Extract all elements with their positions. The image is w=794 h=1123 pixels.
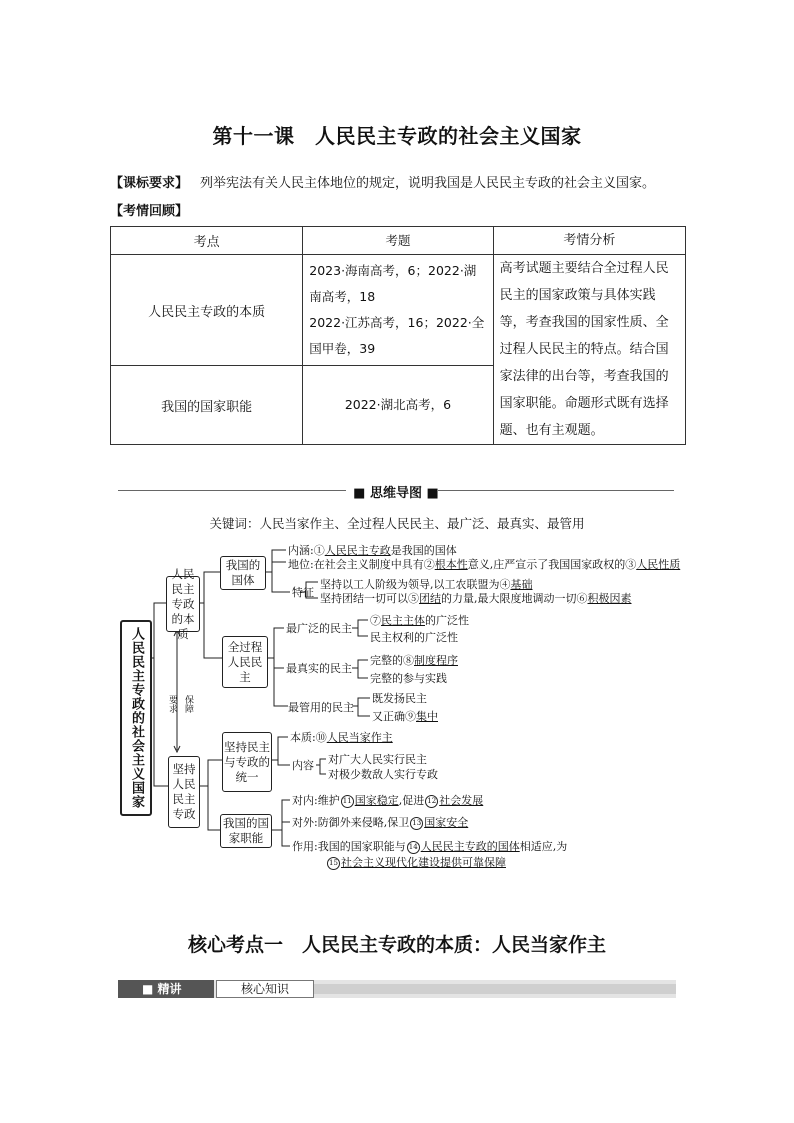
question-line: 2023·海南高考，6；2022·湖: [309, 263, 477, 278]
leaf-most-real-2: 完整的参与实践: [370, 672, 447, 685]
leaf-feature-2: 坚持团结一切可以⑤团结的力量,最大限度地调动一切⑥积极因素: [320, 592, 632, 605]
mindmap-node-whole-process: 全过程人民民主: [222, 636, 268, 688]
mindmap-node-state-system: 我国的国体: [220, 556, 266, 590]
leaf-most-useful-2: 又正确⑨集中: [372, 710, 438, 723]
table-cell-questions: 2022·湖北高考，6: [303, 366, 493, 445]
leaf-most-real-1: 完整的⑧制度程序: [370, 654, 458, 667]
question-line: 南高考，18: [309, 289, 376, 304]
leaf-essence: 本质:⑩人民当家作主: [290, 731, 393, 744]
core-point-title: 核心考点一 人民民主专政的本质：人民当家作主: [187, 934, 606, 956]
table-cell-point: 我国的国家职能: [111, 366, 303, 445]
exam-review-label: 【考情回顾】: [110, 204, 189, 219]
question-line: 国甲卷，39: [309, 341, 376, 356]
mindmap-keywords: 关键词：人民当家作主、全过程人民民主、最广泛、最真实、最管用: [209, 516, 585, 531]
leaf-most-useful-1: 既发扬民主: [372, 692, 427, 705]
table-cell-analysis: 高考试题主要结合全过程人民民主的国家政策与具体实践等，考查我国的国家性质、全过程人民民主的特点。结合国家法律的出台等，考查我国的国家职能。命题形式既有选择题、也有主观题。: [493, 255, 685, 445]
leaf-broadest-1: ⑦民主主体的广泛性: [370, 614, 469, 627]
mindmap-branch-essence: 人民民主专政的本质: [166, 576, 200, 632]
leaf-status: 地位:在社会主义制度中具有②根本性意义,庄严宣示了我国国家政权的③人民性质: [288, 558, 681, 571]
link-require-label: 要求: [167, 695, 177, 713]
leaf-most-real: 最真实的民主: [286, 662, 352, 675]
leaf-broadest: 最广泛的民主: [286, 622, 352, 635]
link-guarantee-label: 保障: [183, 695, 193, 713]
leaf-content-1: 对广大人民实行民主: [328, 753, 427, 766]
table-header: 考情分析: [493, 227, 685, 255]
leaf-most-useful: 最管用的民主: [288, 701, 354, 714]
leaf-role: 作用:我国的国家职能与 14 人民民主专政的国体相适应,为: [292, 840, 568, 853]
section-bar-label: ■ 精讲: [118, 980, 214, 998]
leaf-features-label: 特征: [292, 586, 314, 599]
leaf-content-label: 内容: [292, 759, 314, 772]
mindmap-branch-uphold: 坚持人民民主专政: [168, 756, 200, 828]
leaf-connotation: 内涵:①人民民主专政是我国的国体: [288, 544, 457, 557]
lesson-title: 第十一课 人民民主专政的社会主义国家: [212, 124, 582, 148]
leaf-content-2: 对极少数敌人实行专政: [328, 768, 438, 781]
leaf-internal: 对内:维护 11 国家稳定,促进 12 社会发展: [292, 794, 484, 807]
mindmap-node-unity: 坚持民主与专政的统一: [222, 732, 272, 792]
leaf-role-2: 15 社会主义现代化建设提供可靠保障: [326, 856, 506, 870]
section-bar-stripe: [314, 984, 676, 994]
section-bar-tab: 核心知识: [216, 980, 314, 998]
requirement-text: 列举宪法有关人民主体地位的规定，说明我国是人民民主专政的社会主义国家。: [200, 176, 656, 191]
question-line: 2022·江苏高考，16；2022·全: [309, 315, 485, 330]
table-cell-point: 人民民主专政的本质: [111, 255, 303, 366]
table-header: 考点: [111, 227, 303, 255]
mindmap-node-functions: 我国的国家职能: [220, 814, 272, 848]
mindmap-root: 人民民主专政的社会主义国家: [120, 620, 152, 816]
table-header: 考题: [303, 227, 493, 255]
leaf-feature-1: 坚持以工人阶级为领导,以工农联盟为④基础: [320, 578, 533, 591]
requirement-label: 【课标要求】: [110, 176, 189, 191]
section-bar: [118, 980, 676, 998]
leaf-broadest-2: 民主权利的广泛性: [370, 631, 458, 644]
leaf-external: 对外:防御外来侵略,保卫 13 国家安全: [292, 816, 469, 829]
mindmap-title: ■ 思维导图 ■: [353, 486, 439, 501]
